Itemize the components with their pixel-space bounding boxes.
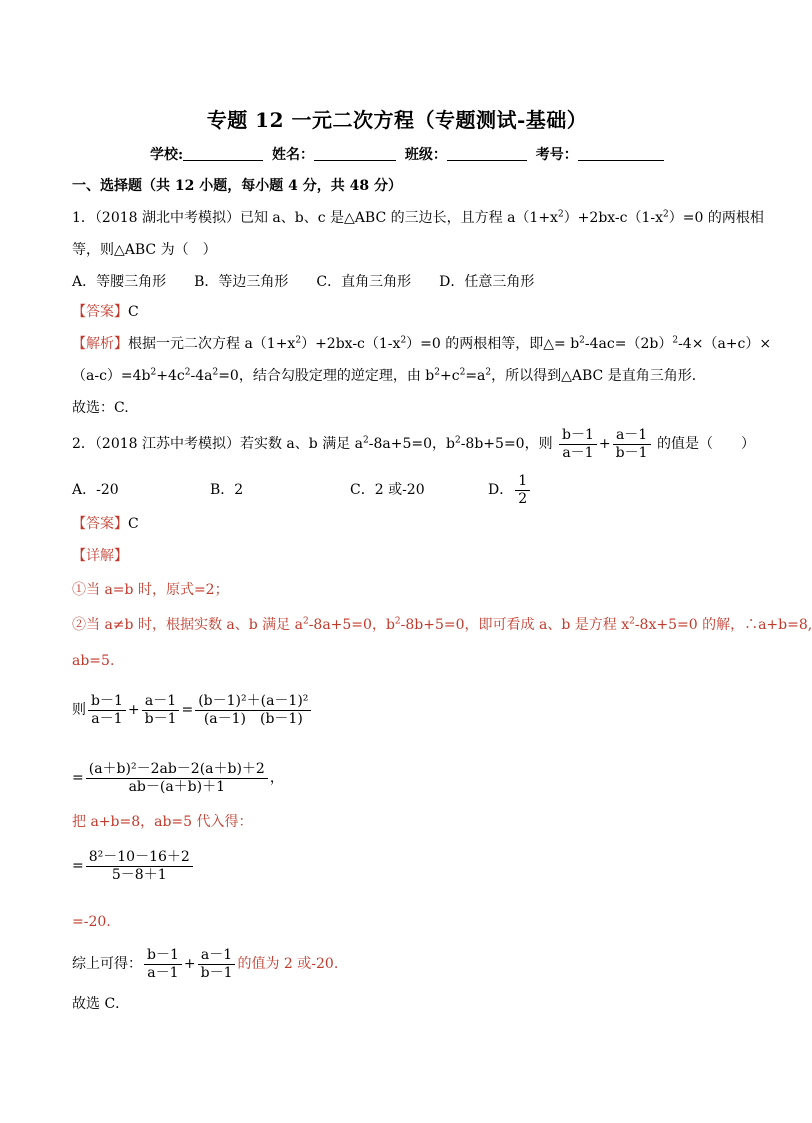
numerator: a－1 [198, 947, 236, 964]
denominator: b－1 [144, 710, 177, 727]
fraction [198, 947, 236, 980]
option-a: A．-20 [72, 482, 119, 498]
denominator: ab－(a＋b)＋1 [128, 778, 226, 795]
text: ab=5. [72, 653, 115, 669]
text: 综上可得： [72, 956, 142, 972]
q2-options [72, 472, 712, 508]
option-b: B．2 [210, 482, 244, 498]
numerator: 1 [515, 473, 530, 490]
text: 把 a+b=8，ab=5 代入得： [72, 814, 253, 830]
class-label: 班级： [404, 147, 447, 163]
fraction [86, 849, 193, 882]
answer-label: 【答案】 [72, 304, 128, 320]
denominator: a－1 [147, 964, 179, 981]
text: 根据一元二次方程 a（1+x [128, 336, 296, 352]
denominator: a－1 [562, 444, 594, 461]
q1-explanation-line1: 【解析】根据一元二次方程 $a(1+x^2)+2bx-c(1-x^2)=0$ 的两根相等，即△= $b^2-4ac=(2b)^2-4\times(a+c)\times$ [72, 335, 772, 352]
q2-substitute [72, 812, 253, 832]
denominator: (a－1) (b－1) [203, 710, 303, 727]
text: -4×（a+c）× [678, 336, 772, 352]
q2-case2-line1: ②当 a≠b 时，根据实数 a、b 满足 $a^2-8a+5=0$，$b^2-8b+5=0$，即可看成 a、b 是方程 $x^2-8x+5=0$ 的解，∴a+b=8, [72, 616, 812, 633]
denominator: b－1 [615, 444, 648, 461]
fraction [195, 693, 311, 726]
equals: = [72, 858, 84, 874]
text: -8b+5=0，即可看成 a、b 是方程 x [400, 617, 630, 633]
text: ）=0 的两根相等，即△= b [406, 336, 580, 352]
plus-sign: + [183, 956, 196, 972]
text: （a-c）=4b [72, 368, 151, 384]
name-label: 姓名： [272, 147, 315, 163]
denominator: 5－8＋1 [111, 866, 167, 883]
fraction [613, 427, 651, 460]
text: 的值为 2 或-20. [237, 956, 339, 972]
student-info-row [150, 144, 668, 164]
answer-value: C [128, 304, 139, 320]
q1-stem-line1: 1．（2018 湖北中考模拟）已知 a、b、c 是△ABC 的三边长，且方程 $a(1+x^2)+2bx-c(1-x^2)=0$ 的两根相 [72, 209, 764, 226]
q1-stem-line2: 等，则△ABC 为（ ） [72, 242, 217, 258]
numerator: (b－1)²＋(a－1)² [195, 693, 311, 710]
text: ， [269, 770, 284, 786]
q1-answer [72, 302, 139, 322]
text: -4a [190, 368, 213, 384]
numerator: (a＋b)²－2ab－2(a＋b)＋2 [86, 761, 268, 778]
text: 的值是（ ） [656, 436, 755, 452]
numerator: a－1 [613, 427, 651, 444]
option-c: C．2 或-20 [350, 482, 425, 498]
text: -4ac=（2b） [584, 336, 673, 352]
q2-detail-label: 【详解】 [72, 548, 128, 564]
text: ）=0 的两根相 [668, 210, 764, 226]
explanation-label: 【解析】 [72, 336, 128, 352]
q2-case2-line2 [72, 651, 114, 671]
numerator: b－1 [559, 427, 597, 444]
text: +4c [156, 368, 185, 384]
q2-step1 [72, 688, 313, 732]
numerator: b－1 [144, 947, 182, 964]
text: +c [440, 368, 460, 384]
denominator: b－1 [200, 964, 233, 981]
numerator: a－1 [142, 693, 180, 710]
answer-label: 【答案】 [72, 516, 128, 532]
school-label: 学校: [150, 147, 184, 163]
text: 1．（2018 湖北中考模拟）已知 a、b、c 是△ABC 的三边长，且方程 a（1+x [72, 210, 558, 226]
text: ）+2bx-c（1-x [301, 336, 401, 352]
page-title: 专题 12 一元二次方程（专题测试-基础） [206, 108, 588, 132]
denominator: 2 [518, 490, 528, 507]
school-blank[interactable] [183, 146, 263, 161]
text: -8x+5=0 的解，∴a+b=8, [634, 617, 812, 633]
numerator: b－1 [88, 693, 126, 710]
text: ②当 a≠b 时，根据实数 a、b 满足 a [72, 617, 303, 633]
number-label: 考号： [535, 147, 578, 163]
class-blank[interactable] [447, 146, 527, 161]
denominator: a－1 [91, 710, 123, 727]
text: ，所以得到△ABC 是直角三角形． [491, 368, 706, 384]
plus-sign: + [127, 702, 140, 718]
q2-step3 [72, 844, 195, 888]
section-heading: 一、选择题（共 12 小题，每小题 4 分，共 48 分） [72, 178, 402, 194]
q2-answer [72, 514, 139, 534]
text: =a [465, 368, 486, 384]
q2-stem: 2．（2018 江苏中考模拟）若实数 a、b 满足 $a^2-8a+5=0$，$b^2-8b+5=0$，则 $\frac{b-1}{a-1}$ + $\frac{a-1}{b-1}$ 的值是（ ） [72, 427, 755, 461]
number-blank[interactable] [578, 146, 664, 161]
q1-explanation-line2: $(a-c)=4b^2+4c^2-4a^2=0$，结合勾股定理的逆定理，由 $b^2+c^2=a^2$，所以得到△ABC 是直角三角形． [72, 367, 706, 384]
option-d: D． [488, 482, 514, 498]
text: 2．（2018 江苏中考模拟）若实数 a、b 满足 a [72, 436, 363, 452]
numerator: 8²－10－16＋2 [86, 849, 193, 866]
text: 则 [72, 702, 86, 718]
fraction [559, 427, 597, 460]
equals: = [72, 770, 84, 786]
text: -8b+5=0，则 [460, 436, 553, 452]
fraction [515, 473, 530, 506]
equals: = [181, 702, 194, 718]
q2-step2 [72, 756, 284, 800]
text: =0，结合勾股定理的逆定理，由 b [218, 368, 435, 384]
text: ）+2bx-c（1-x [563, 210, 664, 226]
fraction [144, 947, 182, 980]
q2-result: =-20. [72, 914, 111, 930]
q1-options: A．等腰三角形 B．等边三角形 C．直角三角形 D．任意三角形 [72, 274, 535, 290]
q2-summary [72, 944, 338, 984]
q2-conclusion: 故选 C． [72, 996, 130, 1012]
q2-case1: ①当 a=b 时，原式=2； [72, 582, 229, 598]
fraction [86, 761, 268, 794]
text: -8a+5=0，b [368, 436, 455, 452]
name-blank[interactable] [314, 146, 396, 161]
q1-conclusion: 故选：C. [72, 400, 129, 416]
fraction [142, 693, 180, 726]
answer-value: C [128, 516, 139, 532]
fraction [88, 693, 126, 726]
text: -8a+5=0，b [308, 617, 395, 633]
plus-sign: + [598, 436, 611, 452]
